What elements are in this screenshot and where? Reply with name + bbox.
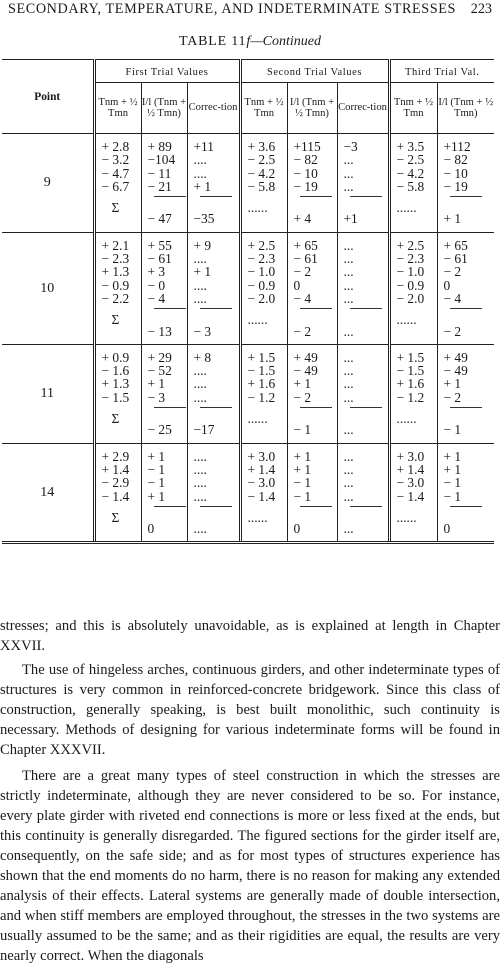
value-entry: − 3 [147,389,166,405]
sum-value: −17 [193,422,215,438]
paragraph: The use of hingeless arches, continuous girders, and other indeterminate types of structures is very common in reinforced-concrete bridgework. Since this class of construction, generally speaking, is best built monolithic, such continuity is necessary. Methods of designing for various indeterminate forms will be found in Chapter XXXVII. [0,662,500,758]
value-column-cell [94,443,141,543]
value-entry: ... [343,488,354,504]
value-entry: − 2.5 [396,152,425,168]
paragraph: There are a great many types of steel construction in which the stresses are strictly indeterminate, although they are never considered to be so. For instance, every plate girder with riveted end connections is more or less fixed at the ends, but this continuity is generally disregarded. The figured sections for the girder itself are, consequently, on the safe side; and as for most types of structures experience has shown that the end moments do no harm, there is no reason for making any extended analysis of their effects. Lateral systems are generally made of double intersection, and when stiff members are employed throughout, the stresses in the two systems are usually assumed to be the same; and as their rigidities are equal, the results are very nearly correct. When the diagonals [0,768,500,964]
value-entry: − 2.2 [101,290,130,306]
value-entry: − 2 [293,389,312,405]
sum-value: ... [343,323,354,339]
value-entry: − 2.3 [247,251,276,267]
value-entry: − 2.9 [101,475,130,491]
running-title: SECONDARY, TEMPERATURE, AND INDETERMINATE STRESSES [8,1,457,17]
value-entry: + 1 [147,448,166,464]
value-entry: − 0.9 [247,277,276,293]
sum-rule [154,308,186,322]
sum-value: +1 [343,211,358,227]
col-tnm-1: Tnm + ½ Tmn [94,83,141,134]
sum-rule [450,407,482,421]
value-entry: − 2 [293,264,312,280]
sum-rule [200,308,232,322]
value-entry: + 1.5 [396,349,425,365]
value-entry: − 10 [443,165,468,181]
value-entry: .... [193,277,207,293]
value-entry: + 65 [293,237,318,253]
value-entry: + 3 [147,264,166,280]
value-entry: − 0.9 [101,277,130,293]
sum-value: ...... [396,312,417,328]
value-entry: − 5.8 [247,178,276,194]
sum-rule [200,196,232,210]
value-entry: .... [193,488,207,504]
value-entry: + 1.4 [247,461,276,477]
value-entry: − 4 [147,290,166,306]
value-column-cell [187,443,240,543]
value-entry: + 3.6 [247,139,276,154]
value-entry: + 8 [193,349,212,365]
value-entry: + 1 [193,264,212,280]
value-entry: − 2.3 [101,251,130,267]
value-entry: ... [343,178,354,194]
value-entry: ... [343,290,354,306]
value-entry: + 2.5 [247,237,276,253]
value-column-cell [187,344,240,443]
value-entry: ... [343,475,354,491]
value-entry: + 89 [147,139,172,154]
col-correction-2: Correc-tion [337,83,389,134]
value-entry: ... [343,448,354,464]
sum-value: ...... [247,312,268,328]
value-column-cell [94,344,141,443]
value-entry: − 3.2 [101,152,130,168]
value-entry: ... [343,376,354,392]
value-entry: −3 [343,139,358,154]
value-entry: + 1 [443,448,462,464]
value-entry: + 1.5 [247,349,276,365]
sum-value: + 1 [443,211,462,227]
value-entry: ... [343,152,354,168]
value-entry: − 19 [293,178,318,194]
value-entry: − 4.7 [101,165,130,181]
value-entry: ... [343,165,354,181]
value-column-cell [94,232,141,344]
value-entry: ... [343,363,354,379]
table-caption-suffix: f—Continued [246,34,322,49]
value-column-cell [187,232,240,344]
value-entry: ... [343,237,354,253]
sum-value: ...... [396,411,417,427]
col-tnm-2: Tnm + ½ Tmn [240,83,287,134]
col-ratio-1: I/l (Tnm + ½ Tmn) [141,83,187,134]
point-label: 9 [2,134,94,233]
value-entry: + 55 [147,237,172,253]
trial-values-table [2,59,494,544]
value-entry: − 1.4 [101,488,130,504]
value-column-cell [337,443,389,543]
sum-rule [300,196,332,210]
value-entry: + 1 [293,461,312,477]
sum-value: ... [343,521,354,537]
value-entry: − 10 [293,165,318,181]
value-entry: − 1.4 [247,488,276,504]
value-entry: 0 [443,277,451,293]
value-entry: − 0 [147,277,166,293]
value-entry: + 0.9 [101,349,130,365]
value-entry: − 61 [147,251,172,267]
value-entry: − 21 [147,178,172,194]
value-entry: .... [193,448,207,464]
value-column-cell [337,134,389,233]
col-ratio-3: I/l (Tnm + ½ Tmn) [437,83,494,134]
table-caption-label: TABLE 11 [178,34,247,49]
col-tnm-3: Tnm + ½ Tmn [389,83,437,134]
sum-value: − 1 [443,422,462,438]
value-entry: + 3.0 [247,448,276,464]
value-column-cell [187,134,240,233]
sum-rule [450,308,482,322]
sigma-label: Σ [111,411,120,427]
value-entry: − 2.0 [396,290,425,306]
running-header [8,1,492,21]
sum-value: − 2 [443,323,462,339]
value-entry: − 82 [443,152,468,168]
value-entry: ... [343,277,354,293]
sum-rule [154,196,186,210]
sum-value: ...... [247,509,268,525]
value-entry: − 1.2 [247,389,276,405]
data-table [2,59,494,544]
value-entry: − 4.2 [396,165,425,181]
sum-value: ...... [247,411,268,427]
sum-value: 0 [443,521,451,537]
paragraph: stresses; and this is absolutely unavoidable, as is explained at length in Chapter XXVII. [0,618,500,654]
value-column-cell [287,443,337,543]
sum-rule [300,506,332,520]
value-entry: + 2.5 [396,237,425,253]
value-entry: ... [343,251,354,267]
sum-value: ...... [396,509,417,525]
value-column-cell [287,134,337,233]
value-entry: .... [193,376,207,392]
table-body [2,134,494,543]
sigma-label: Σ [111,509,120,525]
value-entry: .... [193,290,207,306]
value-entry: + 29 [147,349,172,365]
value-entry: − 49 [443,363,468,379]
value-column-cell [437,134,494,233]
value-entry: ... [343,349,354,365]
sum-value: − 25 [147,422,172,438]
sum-value: − 3 [193,323,212,339]
value-entry: − 1.5 [247,363,276,379]
value-column-cell [389,443,437,543]
value-entry: ... [343,461,354,477]
value-entry: + 1 [443,376,462,392]
point-block [2,134,494,233]
value-column-cell [141,232,187,344]
value-entry: − 2 [443,389,462,405]
value-entry: − 49 [293,363,318,379]
sum-value: 0 [147,521,155,537]
value-entry: − 2 [443,264,462,280]
point-label: 11 [2,344,94,443]
second-trial-header: Second Trial Values [240,63,389,83]
value-column-cell [240,232,287,344]
value-entry: − 19 [443,178,468,194]
sum-rule [450,506,482,520]
sum-rule [200,407,232,421]
value-entry: + 1.3 [101,264,130,280]
value-column-cell [240,344,287,443]
value-column-cell [389,232,437,344]
value-entry: − 2.0 [247,290,276,306]
value-entry: + 49 [443,349,468,365]
page-number: 223 [470,1,492,17]
value-entry: + 2.8 [101,139,130,154]
value-column-cell [141,344,187,443]
value-column-cell [94,134,141,233]
value-entry: + 1.3 [101,376,130,392]
value-entry: − 1 [443,488,462,504]
value-entry: + 1.6 [396,376,425,392]
value-entry: − 2.3 [396,251,425,267]
value-entry: .... [193,389,207,405]
value-entry: .... [193,152,207,168]
value-entry: + 9 [193,237,212,253]
sum-value: − 2 [293,323,312,339]
value-entry: − 1 [293,488,312,504]
value-entry: − 1 [443,475,462,491]
value-entry: +11 [193,139,214,154]
col-ratio-2: I/l (Tnm + ½ Tmn) [287,83,337,134]
point-block [2,344,494,443]
point-block [2,232,494,344]
value-entry: − 61 [443,251,468,267]
value-entry: + 1.4 [396,461,425,477]
value-entry: − 3.0 [247,475,276,491]
value-entry: + 49 [293,349,318,365]
value-column-cell [389,134,437,233]
sum-rule [300,407,332,421]
value-entry: + 1 [293,376,312,392]
value-entry: + 3.0 [396,448,425,464]
value-entry: − 0.9 [396,277,425,293]
value-entry: + 1 [147,488,166,504]
table-caption [0,34,500,50]
sum-rule [154,407,186,421]
sum-value: + 4 [293,211,312,227]
value-entry: − 1 [147,461,166,477]
sum-value: − 1 [293,422,312,438]
point-label: 14 [2,443,94,543]
value-entry: − 1.2 [396,389,425,405]
value-entry: + 65 [443,237,468,253]
value-column-cell [437,344,494,443]
value-column-cell [141,443,187,543]
value-entry: − 1.5 [101,389,130,405]
value-entry: − 1 [147,475,166,491]
sum-value: − 13 [147,323,172,339]
value-entry: .... [193,165,207,181]
value-entry: − 1 [293,475,312,491]
value-entry: 0 [293,277,301,293]
point-column-header: Point [34,91,61,104]
sum-rule [350,308,382,322]
value-entry: − 4 [443,290,462,306]
value-column-cell [240,134,287,233]
sum-rule [350,196,382,210]
value-column-cell [287,232,337,344]
sigma-label: Σ [111,200,120,216]
value-entry: .... [193,251,207,267]
value-entry: + 1.6 [247,376,276,392]
value-column-cell [437,232,494,344]
value-entry: − 1.6 [101,363,130,379]
value-entry: ... [343,389,354,405]
value-entry: − 1.0 [247,264,276,280]
value-entry: − 1.5 [396,363,425,379]
point-block [2,443,494,543]
value-entry: − 82 [293,152,318,168]
value-column-cell [337,232,389,344]
value-entry: − 6.7 [101,178,130,194]
value-entry: + 1.4 [101,461,130,477]
sum-value: ...... [247,200,268,216]
sum-rule [450,196,482,210]
value-entry: − 1.0 [396,264,425,280]
sum-value: ...... [396,200,417,216]
point-label: 10 [2,232,94,344]
value-entry: −104 [147,152,176,168]
sum-value: ... [343,422,354,438]
sum-rule [350,407,382,421]
sum-value: −35 [193,211,215,227]
value-entry: − 61 [293,251,318,267]
value-column-cell [337,344,389,443]
value-entry: + 1 [147,376,166,392]
value-entry: .... [193,461,207,477]
value-entry: − 11 [147,165,172,181]
value-entry: + 1 [293,448,312,464]
sum-rule [200,506,232,520]
body-text [0,600,500,966]
sum-rule [300,308,332,322]
sum-rule [154,506,186,520]
value-entry: − 4 [293,290,312,306]
value-column-cell [287,344,337,443]
value-column-cell [389,344,437,443]
third-trial-header: Third Trial Val. [389,63,494,83]
value-entry: +115 [293,139,321,154]
first-trial-header: First Trial Values [94,63,240,83]
value-column-cell [141,134,187,233]
value-column-cell [240,443,287,543]
value-entry: + 2.9 [101,448,130,464]
col-correction-1: Correc-tion [187,83,240,134]
value-column-cell [437,443,494,543]
value-entry: .... [193,363,207,379]
value-entry: + 1 [443,461,462,477]
sum-value: .... [193,521,207,537]
value-entry: − 5.8 [396,178,425,194]
value-entry: − 4.2 [247,165,276,181]
value-entry: − 2.5 [247,152,276,168]
sigma-label: Σ [111,312,120,328]
value-entry: + 2.1 [101,237,130,253]
value-entry: − 3.0 [396,475,425,491]
value-entry: + 1 [193,178,212,194]
value-entry: + 3.5 [396,139,425,154]
value-entry: +112 [443,139,471,154]
sum-rule [350,506,382,520]
sum-value: 0 [293,521,301,537]
value-entry: − 1.4 [396,488,425,504]
value-entry: .... [193,475,207,491]
value-entry: − 52 [147,363,172,379]
value-entry: ... [343,264,354,280]
sum-value: − 47 [147,211,172,227]
